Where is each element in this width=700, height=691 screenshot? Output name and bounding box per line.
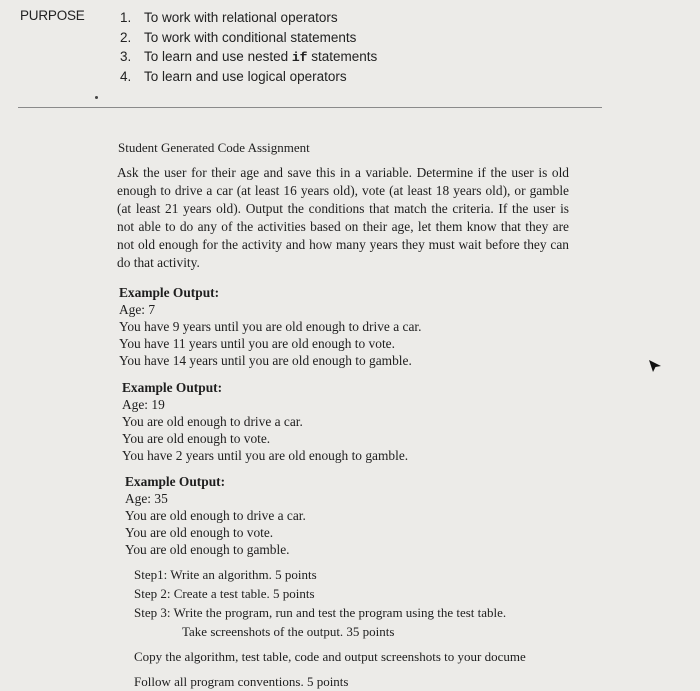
- item-text: To work with relational operators: [144, 10, 338, 25]
- example-line: Age: 7: [119, 302, 156, 317]
- example-line: You have 11 years until you are old enough to vote.: [119, 336, 395, 351]
- list-item: [120, 47, 377, 67]
- example-heading: Example Output:: [119, 285, 220, 300]
- example-line: Age: 35: [125, 491, 168, 506]
- example-line: You are old enough to vote.: [125, 525, 274, 540]
- purpose-label: PURPOSE: [20, 8, 85, 23]
- example-line: You have 14 years until you are old enough to gamble.: [119, 353, 412, 368]
- purpose-list: [120, 8, 377, 86]
- list-item: [120, 67, 377, 87]
- example-output-2: [122, 379, 408, 464]
- divider: [18, 107, 602, 108]
- item-number: 4.: [120, 68, 132, 84]
- list-item: [120, 8, 377, 28]
- item-text: To work with conditional statements: [144, 29, 357, 45]
- bullet-dot: [95, 96, 98, 99]
- item-number: 2.: [120, 29, 132, 45]
- example-line: You are old enough to vote.: [122, 431, 271, 446]
- step-1: Step1: Write an algorithm. 5 points: [134, 567, 317, 582]
- example-heading: Example Output:: [125, 474, 226, 489]
- item-text-post: statements: [307, 49, 378, 64]
- assignment-title: Student Generated Code Assignment: [118, 140, 310, 155]
- item-number: 1.: [120, 10, 132, 25]
- step-2: Step 2: Create a test table. 5 points: [134, 586, 315, 601]
- step-3-continued: Take screenshots of the output. 35 points: [182, 624, 395, 639]
- item-number: 3.: [120, 49, 132, 64]
- example-output-3: [125, 473, 306, 558]
- step-3: Step 3: Write the program, run and test the program using the test table.: [134, 605, 507, 620]
- copy-instruction: Copy the algorithm, test table, code and output screenshots to your docume: [134, 649, 526, 664]
- example-line: You are old enough to gamble.: [125, 542, 290, 557]
- follow-instruction: Follow all program conventions. 5 points: [134, 674, 349, 689]
- item-text-pre: To learn and use nested: [144, 49, 292, 64]
- steps-list: [134, 565, 526, 691]
- list-item: [120, 28, 377, 48]
- example-line: You have 9 years until you are old enough to drive a car.: [119, 319, 422, 334]
- if-keyword: if: [291, 50, 308, 65]
- example-output-1: [119, 284, 421, 369]
- assignment-description: Ask the user for their age and save this in a variable. Determine if the user is old enough to drive a car (at least 16 years old), vote (at least 18 years old), or gamble (at least 21 years old). Output the conditions that match the criteria. If the user is not able to do any of the activities based on their age, let them know that they are not old enough for the activity and how many years they must wait before they can do that activity.: [117, 165, 569, 270]
- example-heading: Example Output:: [122, 380, 223, 395]
- example-line: You have 2 years until you are old enough to gamble.: [122, 448, 409, 463]
- example-line: You are old enough to drive a car.: [125, 508, 306, 523]
- arrow-cursor-icon: [648, 359, 662, 378]
- item-text: To learn and use logical operators: [144, 68, 347, 84]
- example-line: Age: 19: [122, 397, 165, 412]
- example-line: You are old enough to drive a car.: [122, 414, 303, 429]
